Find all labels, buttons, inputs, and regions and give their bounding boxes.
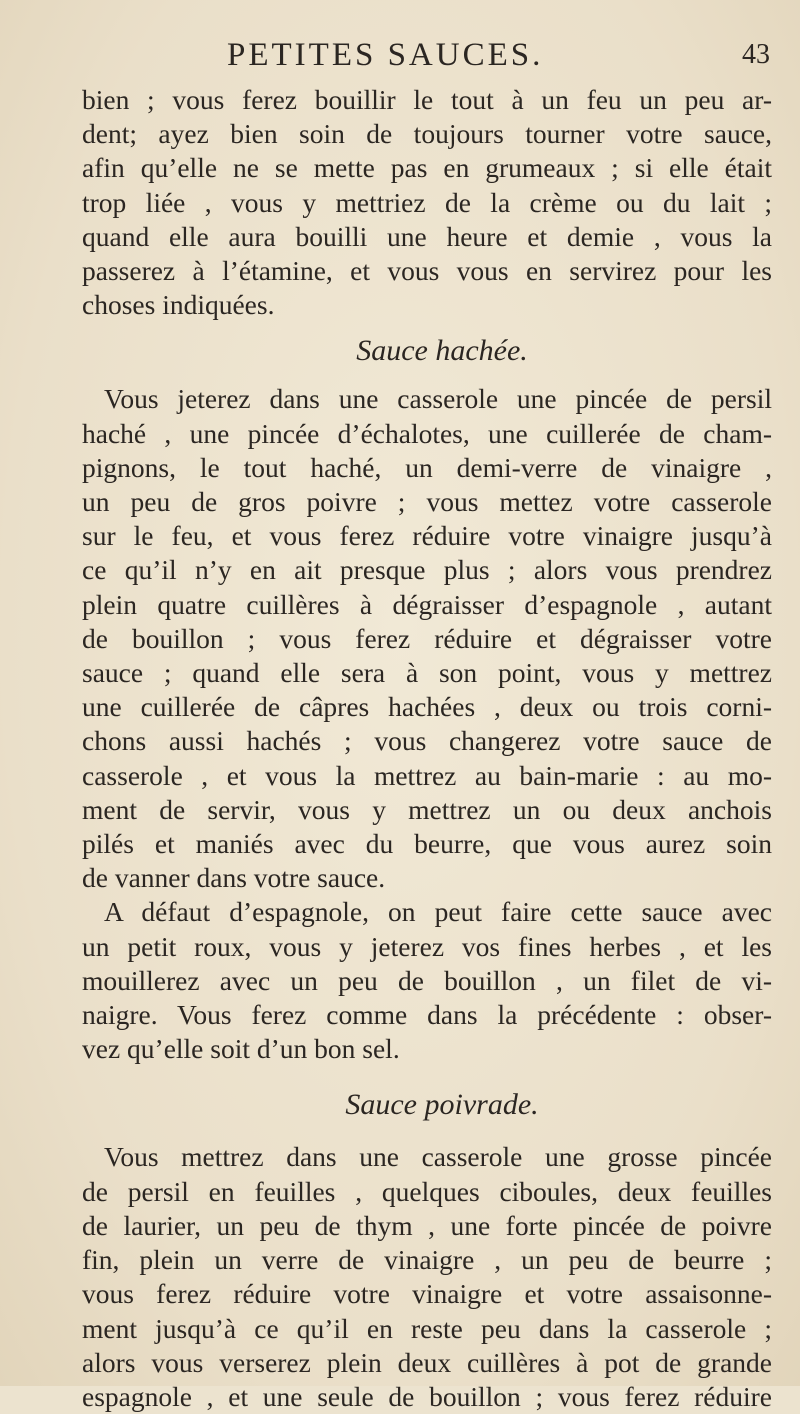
text-line: choses indiquées. bbox=[82, 289, 275, 321]
paragraph-sauce-poivrade bbox=[82, 1140, 772, 1414]
text-line: Vous jeterez dans une casserole une pincée de persil bbox=[104, 383, 772, 415]
text-line: de persil en feuilles , quelques ciboules, deux feuilles bbox=[82, 1175, 772, 1207]
text-line: vous ferez réduire votre vinaigre et votre assaisonne- bbox=[82, 1278, 772, 1310]
text-line: haché , une pincée d’échalotes, une cuillerée de cham- bbox=[82, 417, 772, 449]
text-line: A défaut d’espagnole, on peut faire cette sauce avec bbox=[104, 896, 772, 928]
text-line: casserole , et vous la mettrez au bain-marie : au mo- bbox=[82, 759, 772, 791]
page-number: 43 bbox=[742, 39, 770, 70]
page-header bbox=[80, 30, 770, 80]
text-line: pilés et maniés avec du beurre, que vous aurez soin bbox=[82, 828, 772, 860]
text-line: chons aussi hachés ; vous changerez votre sauce de bbox=[82, 725, 772, 757]
text-line: bien ; vous ferez bouillir le tout à un feu un peu ar- bbox=[82, 84, 772, 115]
text-line: ment de servir, vous y mettrez un ou deux anchois bbox=[82, 793, 772, 825]
paragraph-alternative bbox=[82, 895, 772, 1066]
section-title-sauce-poivrade: Sauce poivrade. bbox=[345, 1088, 539, 1122]
text-line: un peu de gros poivre ; vous mettez votre casserole bbox=[82, 486, 772, 518]
text-line: ment jusqu’à ce qu’il en reste peu dans la casserole ; bbox=[82, 1312, 772, 1344]
running-head: PETITES SAUCES. bbox=[227, 37, 544, 73]
paragraph-sauce-hachee bbox=[82, 382, 772, 895]
text-line: fin, plein un verre de vinaigre , un peu de beurre ; bbox=[82, 1244, 772, 1276]
text-line: alors vous verserez plein deux cuillères à pot de grande bbox=[82, 1346, 772, 1378]
text-line: de laurier, un peu de thym , une forte pincée de poivre bbox=[82, 1209, 772, 1241]
text-line: un petit roux, vous y jeterez vos fines herbes , et les bbox=[82, 930, 772, 962]
text-line: mouillerez avec un peu de bouillon , un filet de vi- bbox=[82, 964, 772, 996]
section-title-sauce-hachee: Sauce hachée. bbox=[356, 334, 528, 368]
text-line: vez qu’elle soit d’un bon sel. bbox=[82, 1033, 400, 1065]
text-line: afin qu’elle ne se mette pas en grumeaux ; si elle était bbox=[82, 152, 772, 184]
text-line: sur le feu, et vous ferez réduire votre vinaigre jusqu’à bbox=[82, 520, 772, 552]
text-line: plein quatre cuillères à dégraisser d’espagnole , autant bbox=[82, 588, 772, 620]
text-line: espagnole , et une seule de bouillon ; vous ferez réduire bbox=[82, 1380, 772, 1412]
text-line: quand elle aura bouilli une heure et demie , vous la bbox=[82, 220, 772, 252]
text-line: de vanner dans votre sauce. bbox=[82, 862, 386, 894]
text-line: pignons, le tout haché, un demi-verre de vinaigre , bbox=[82, 451, 772, 483]
text-line: trop liée , vous y mettriez de la crème ou du lait ; bbox=[82, 186, 772, 218]
text-line: passerez à l’étamine, et vous vous en servirez pour les bbox=[82, 255, 772, 287]
paragraph-continuation bbox=[82, 83, 772, 322]
text-line: ce qu’il n’y en ait presque plus ; alors vous prendrez bbox=[82, 554, 772, 586]
text-line: de bouillon ; vous ferez réduire et dégraisser votre bbox=[82, 622, 772, 654]
text-line: une cuillerée de câpres hachées , deux ou trois corni- bbox=[82, 691, 772, 723]
text-line: dent; ayez bien soin de toujours tourner votre sauce, bbox=[82, 118, 772, 150]
text-line: naigre. Vous ferez comme dans la précédente : obser- bbox=[82, 999, 772, 1031]
text-line: Vous mettrez dans une casserole une grosse pincée bbox=[104, 1141, 772, 1173]
page-body bbox=[82, 83, 772, 1414]
text-line: sauce ; quand elle sera à son point, vous y mettrez bbox=[82, 657, 772, 689]
